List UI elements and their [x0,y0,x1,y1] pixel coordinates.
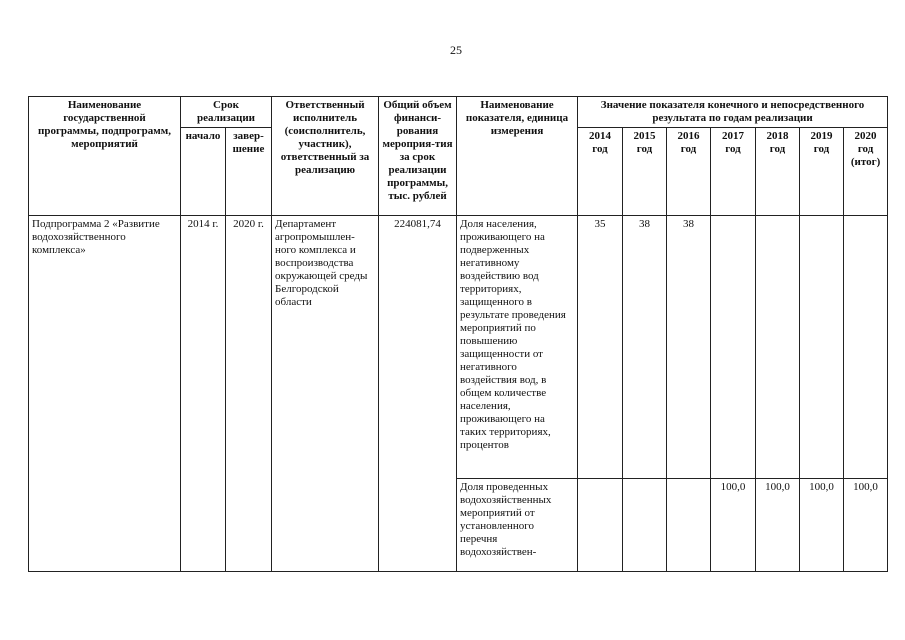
header-year: 2014 год [578,128,623,216]
header-end: завер-шение [226,128,272,216]
responsible-executor: Департамент агропромышлен-ного комплекса и воспроизводства окружающей среды Белгородской области [272,216,379,572]
indicator-value: 100,0 [800,479,844,572]
indicator-value: 35 [578,216,623,479]
header-start: начало [181,128,226,216]
indicator-value [711,216,756,479]
indicator-value: 100,0 [711,479,756,572]
indicator-name: Доля проведенных водохозяйственных мероприятий от установленного перечня водохозяйствен- [457,479,578,572]
indicator-value [800,216,844,479]
indicator-name: Доля населения, проживающего на подверженных негативному воздействию вод территориях, защищенного в результате проведения мероприятий по повышению защищенности от негативного воздействия вод, в общем количестве населения, проживающего на таких территориях, процентов [457,216,578,479]
indicator-value [756,216,800,479]
header-indicator-values: Значение показателя конечного и непосредственного результата по годам реализации [578,97,888,128]
subprogram-name: Подпрограмма 2 «Развитие водохозяйственного комплекса» [29,216,181,572]
header-year: 2018 год [756,128,800,216]
funding-volume: 224081,74 [379,216,457,572]
indicator-value: 100,0 [844,479,888,572]
end-year: 2020 г. [226,216,272,572]
indicator-value: 38 [623,216,667,479]
start-year: 2014 г. [181,216,226,572]
header-volume: Общий объем финанси-рования мероприя-тия за срок реализации программы, тыс. рублей [379,97,457,216]
header-row-1 [29,97,888,128]
indicator-value [844,216,888,479]
page-number: 25 [450,43,462,57]
header-program-name: Наименование государственной программы, подпрограмм, мероприятий [29,97,181,216]
header-year: 2016 год [667,128,711,216]
indicator-value [667,479,711,572]
header-year: 2017 год [711,128,756,216]
header-year: 2015 год [623,128,667,216]
header-responsible: Ответственный исполнитель (соисполнитель, участник), ответственный за реализацию [272,97,379,216]
indicator-value [578,479,623,572]
program-table [28,96,888,572]
header-term: Срок реализации [181,97,272,128]
header-year: 2020 год (итог) [844,128,888,216]
indicator-value: 100,0 [756,479,800,572]
header-year: 2019 год [800,128,844,216]
table-row [29,216,888,479]
header-indicator-name: Наименование показателя, единица измерения [457,97,578,216]
indicator-value: 38 [667,216,711,479]
indicator-value [623,479,667,572]
